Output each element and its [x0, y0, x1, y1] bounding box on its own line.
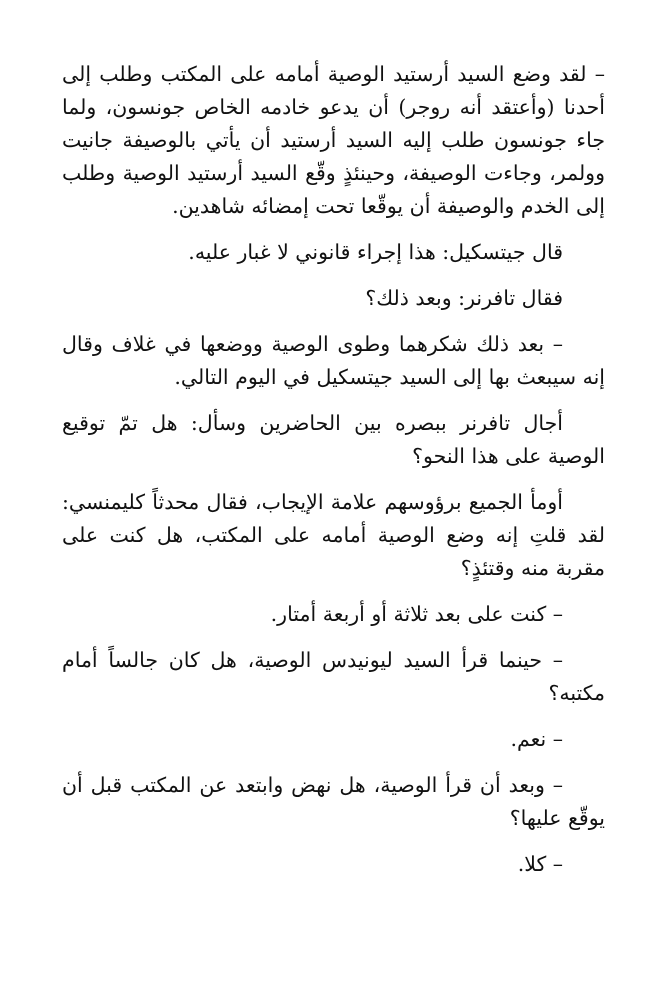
paragraph-11: – كلا. — [517, 852, 563, 876]
paragraph-1: – لقد وضع السيد أرستيد الوصية أمامه على المكتب وطلب إلى أحدنا (وأعتقد أنه روجر) أن يدعو خادمه الخاص جونسون، ولما جاء جونسون طلب إليه السيد أرستيد أن يأتي بالوصيفة جانيت وولمر، وجاءت الوصيفة، وحينئذٍ وقّع السيد أرستيد الوصية وطلب إلى الخدم والوصيفة أن يوقّعا تحت إمضائه شاهدين. — [62, 62, 605, 218]
paragraph-9: – نعم. — [510, 727, 563, 751]
paragraph-3: فقال تافرنر: وبعد ذلك؟ — [365, 286, 563, 310]
paragraph-7: – كنت على بعد ثلاثة أو أربعة أمتار. — [270, 602, 563, 626]
paragraph-8: – حينما قرأ السيد ليونيدس الوصية، هل كان جالساً أمام مكتبه؟ — [62, 648, 605, 705]
page-text — [62, 58, 605, 881]
paragraph-2: قال جيتسكيل: هذا إجراء قانوني لا غبار عليه. — [188, 240, 563, 264]
paragraph-5: أجال تافرنر ببصره بين الحاضرين وسأل: هل تمّ توقيع الوصية على هذا النحو؟ — [62, 411, 605, 468]
paragraph-4: – بعد ذلك شكرهما وطوى الوصية ووضعها في غلاف وقال إنه سيبعث بها إلى السيد جيتسكيل في اليوم التالي. — [62, 332, 605, 389]
paragraph-10: – وبعد أن قرأ الوصية، هل نهض وابتعد عن المكتب قبل أن يوقّع عليها؟ — [62, 773, 605, 830]
paragraph-6: أومأ الجميع برؤوسهم علامة الإيجاب، فقال محدثاً كليمنسي: لقد قلتِ إنه وضع الوصية أمامه على المكتب، هل كنت على مقربة منه وقتئذٍ؟ — [62, 490, 605, 580]
